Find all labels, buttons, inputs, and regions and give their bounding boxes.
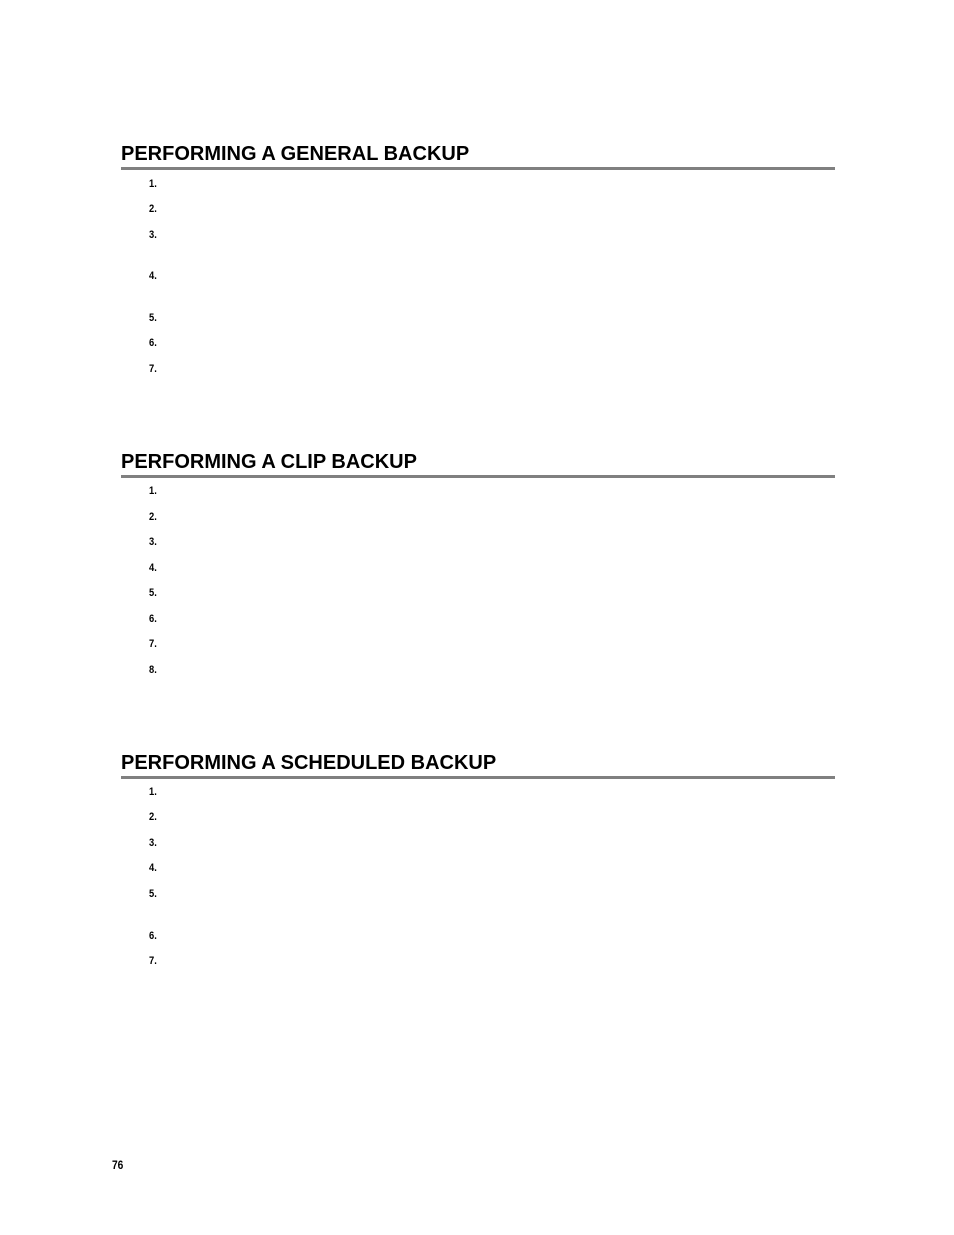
step-number: 5.: [149, 888, 157, 900]
page-number: 76: [112, 1158, 124, 1172]
step-number: 2.: [149, 811, 157, 823]
step-number: 1.: [149, 485, 157, 497]
section-scheduled-backup: [121, 751, 835, 967]
section-title: PERFORMING A GENERAL BACKUP: [121, 142, 835, 170]
step-number: 6.: [149, 337, 157, 349]
step-number: 4.: [149, 862, 157, 874]
step-number: 1.: [149, 178, 157, 190]
step-number: 4.: [149, 562, 157, 574]
step-number: 5.: [149, 312, 157, 324]
step-number: 2.: [149, 203, 157, 215]
step-number: 3.: [149, 536, 157, 548]
step-number: 1.: [149, 786, 157, 798]
section-title: PERFORMING A CLIP BACKUP: [121, 450, 835, 478]
step-number: 7.: [149, 955, 157, 967]
step-number: 5.: [149, 587, 157, 599]
step-number: 6.: [149, 613, 157, 625]
step-number: 7.: [149, 638, 157, 650]
section-title: PERFORMING A SCHEDULED BACKUP: [121, 751, 835, 779]
step-number: 3.: [149, 229, 157, 241]
section-clip-backup: [121, 450, 835, 676]
step-number: 6.: [149, 930, 157, 942]
step-number: 4.: [149, 270, 157, 282]
step-number: 2.: [149, 511, 157, 523]
step-number: 8.: [149, 664, 157, 676]
step-number: 7.: [149, 363, 157, 375]
section-general-backup: [121, 142, 835, 375]
step-number: 3.: [149, 837, 157, 849]
